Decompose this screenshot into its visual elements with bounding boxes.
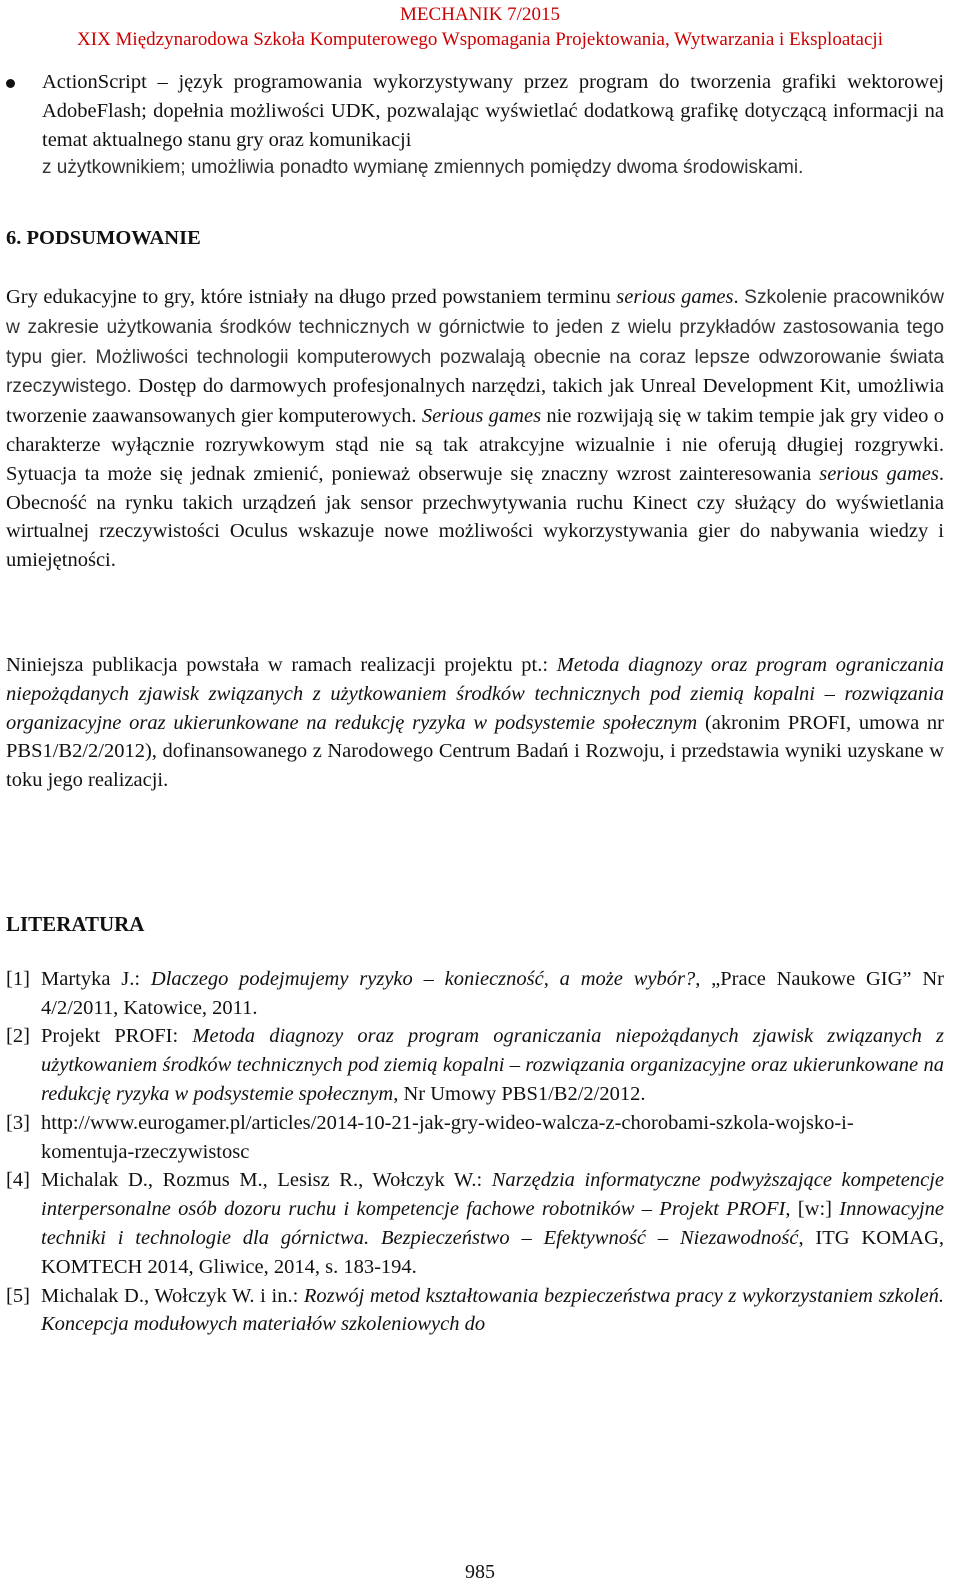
summary-text-rest-1: Dostęp do darmowych profesjonalnych narzędzi, takich jak Unreal Development Kit, umożliwia tworzenie zaawansowanych gier komputerowych. <box>6 375 944 428</box>
ack-project-title: Metoda diagnozy oraz program ograniczania niepożądanych zjawisk związanych z użytkowaniem środków technicznych pod ziemią kopalni – rozwiązania organizacyjne oraz ukierunkowane na redukcję ryzyka w podsystemie społecznym <box>6 653 944 734</box>
reference-number: [5] <box>6 1284 30 1307</box>
summary-text-mid: Szkolenie pracowników w zakresie użytkowania środków technicznych w górnictwie to jeden z wielu przykładów zastosowania tego typu gier. Możliwości technologii komputerowych pozwalają obecnie na coraz lepsze odwzorowanie świata rzeczywistego. <box>6 286 945 398</box>
summary-italic-serious-games-1: serious games <box>616 285 734 308</box>
reference-in: , [w:] <box>785 1198 840 1221</box>
reference-book-title: Innowacyjne techniki i technologie dla górnictwa. Bezpieczeństwo – Efektywność – Niezawodność <box>41 1198 945 1249</box>
ack-text-end: (akronim PROFI, umowa nr PBS1/B2/2/2012), dofinansowanego z Narodowego Centrum Badań i Rozwoju, i przedstawia wyniki uzyskane w toku jego realizacji. <box>6 711 944 792</box>
page-header <box>0 0 960 52</box>
journal-title: MECHANIK 7/2015 <box>400 4 560 25</box>
reference-item-2 <box>6 1022 944 1108</box>
reference-title: Rozwój metod kształtowania bezpieczeństwa pracy z wykorzystaniem szkoleń. Koncepcja modułowych materiałów szkoleniowych do <box>41 1284 944 1336</box>
reference-title: Metoda diagnozy oraz program ograniczania niepożądanych zjawisk związanych z użytkowaniem środków technicznych pod ziemią kopalni – rozwiązania organizacyjne oraz ukierunkowane na redukcję ryzyka w podsystemie społecznym <box>41 1025 944 1105</box>
reference-item-1 <box>6 965 944 1023</box>
reference-number: [1] <box>6 967 30 990</box>
summary-text-start: Gry edukacyjne to gry, które istniały na długo przed powstaniem terminu <box>6 285 617 308</box>
reference-author: Michalak D., Rozmus M., Lesisz R., Wołczyk W.: <box>41 1169 492 1192</box>
ack-text-start: Niniejsza publikacja powstała w ramach realizacji projektu pt.: <box>6 653 557 676</box>
summary-italic-serious-games-2: Serious games <box>421 405 542 428</box>
summary-italic-serious-games-3: serious games <box>819 462 939 485</box>
reference-author: Martyka J.: <box>41 967 151 990</box>
reference-item-5 <box>6 1282 944 1340</box>
reference-url: http://www.eurogamer.pl/articles/2014-10-21-jak-gry-wideo-walcza-z-chorobami-szkola-wojsko-i-komentuja-rzeczywistosc <box>41 1111 854 1163</box>
page-number: 985 <box>465 1561 495 1583</box>
reference-author: Projekt PROFI: <box>41 1025 193 1048</box>
section-heading-summary: 6. PODSUMOWANIE <box>6 227 201 250</box>
bullet-text-tail: z użytkownikiem; umożliwia ponadto wymianę zmiennych pomiędzy dwoma środowiskami. <box>42 157 804 179</box>
acknowledgement-paragraph <box>6 651 944 795</box>
reference-number: [3] <box>6 1111 30 1134</box>
literature-heading: LITERATURA <box>6 911 145 936</box>
summary-text-after-italic-1: . <box>733 285 745 308</box>
reference-author: Michalak D., Wołczyk W. i in.: <box>41 1284 304 1307</box>
reference-item-4 <box>6 1166 944 1281</box>
reference-item-3 <box>6 1109 944 1167</box>
summary-text-rest-2: nie rozwijają się w takim tempie jak gry video o charakterze wyłącznie rozrywkowym stąd nie są tak atrakcyjne wizualnie i nie oferują długiej rozgrywki. Sytuacja ta może się jednak zmienić, ponieważ obserwuje się znaczny wzrost zainteresowania <box>6 405 944 485</box>
reference-title: Narzędzia informatyczne podwyższające kompetencje interpersonalne osób dozoru ruchu i kompetencje fachowe robotników – Projekt PROFI <box>41 1169 944 1221</box>
reference-title: Dlaczego podejmujemy ryzyko – konieczność, a może wybór? <box>150 967 696 990</box>
reference-source: , ITG KOMAG, KOMTECH 2014, Gliwice, 2014, s. 183-194. <box>41 1226 944 1278</box>
bullet-icon <box>6 79 15 88</box>
conference-title: XIX Międzynarodowa Szkoła Komputerowego Wspomagania Projektowania, Wytwarzania i Eksploatacji <box>77 29 883 50</box>
reference-source: , Nr Umowy PBS1/B2/2/2012. <box>393 1082 646 1105</box>
bullet-item-actionscript <box>6 68 944 183</box>
summary-text-rest-3: . Obecność na rynku takich urządzeń jak sensor przechwytywania ruchu Kinect czy służący do wyświetlania wirtualnej rzeczywistości Oculus wskazuje nowe możliwości wykorzystywania gier do nabywania wiedzy i umiejętności. <box>6 462 945 572</box>
page-content <box>6 68 944 1339</box>
reference-number: [2] <box>6 1025 30 1048</box>
summary-paragraph <box>6 283 944 575</box>
reference-number: [4] <box>6 1169 30 1192</box>
reference-source: , „Prace Naukowe GIG” Nr 4/2/2011, Katowice, 2011. <box>41 967 944 1019</box>
bullet-text-main: ActionScript – język programowania wykorzystywany przez program do tworzenia grafiki wektorowej AdobeFlash; dopełnia możliwości UDK, pozwalając wyświetlać dodatkową grafikę dotyczącą informacji na temat aktualnego stanu gry oraz komunikacji <box>42 71 944 151</box>
